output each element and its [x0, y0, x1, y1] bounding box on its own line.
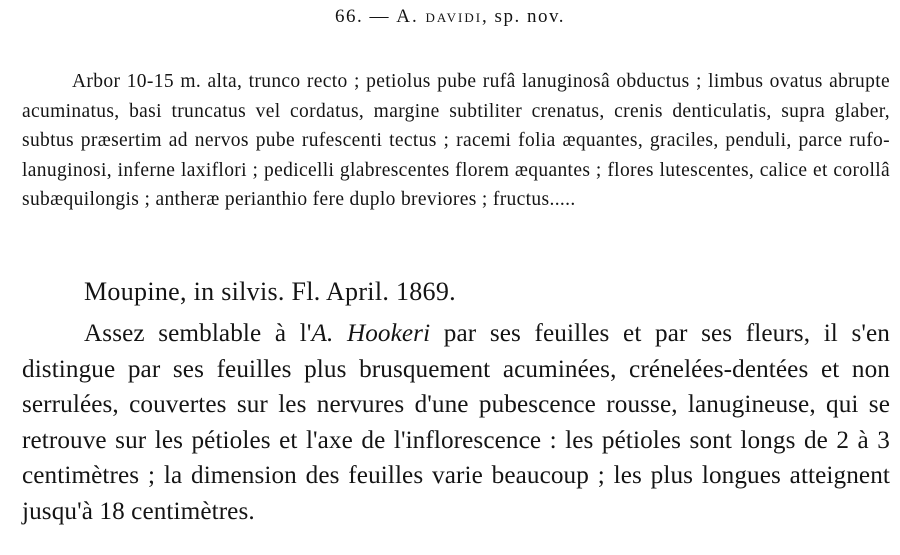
french-note-intro: Assez semblable à l'	[84, 320, 312, 347]
species-reference: A. Hookeri	[311, 320, 431, 347]
locality-line: Moupine, in silvis. Fl. April. 1869.	[84, 277, 456, 306]
french-note	[22, 316, 890, 530]
species-heading	[0, 6, 900, 28]
species-name: A. davidi	[396, 6, 483, 27]
species-status: , sp. nov.	[482, 6, 565, 27]
french-note-body: par ses feuilles et par ses fleurs, il s'en distingue par ses feuilles plus brusquement acuminées, crénelées-dentées et non serrulées, couvertes sur les nervures d'une pubescence rousse, lanugineuse, qui se retrouve sur les pétioles et l'axe de l'inflorescence : les pétioles sont longs de 2 à 3 centimètres ; la dimension des feuilles varie beaucoup ; les plus longues atteignent jusqu'à 18 centimètres.	[22, 320, 890, 525]
latin-description: Arbor 10-15 m. alta, trunco recto ; petiolus pube rufâ lanuginosâ obductus ; limbus ovatus abrupte acuminatus, basi truncatus vel cordatus, margine subtiliter crenatus, crenis denticulatis, supra glaber, subtus præsertim ad nervos pube rufescenti tectus ; racemi folia æquantes, graciles, penduli, parce rufo-lanuginosi, inferne laxiflori ; pedicelli glabrescentes florem æquantes ; flores lutescentes, calice et corollâ subæquilongis ; antheræ perianthio fere duplo breviores ; fructus.....	[22, 71, 890, 210]
species-number: 66. —	[335, 6, 397, 27]
